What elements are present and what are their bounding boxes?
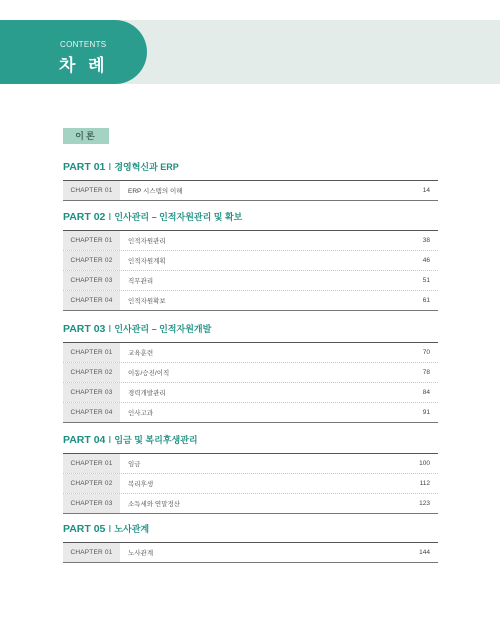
- part-number: PART 04: [63, 434, 106, 446]
- page-number: 38: [422, 237, 430, 244]
- chapter-list: [63, 180, 438, 201]
- part-number: PART 01: [63, 161, 106, 173]
- chapter-title: 복리후생: [128, 481, 154, 488]
- part-separator: I: [108, 211, 112, 223]
- chapter-row[interactable]: [63, 291, 438, 311]
- chapter-label: CHAPTER 02: [63, 363, 120, 382]
- page-number: 91: [422, 409, 430, 416]
- page-title: 차 례: [59, 56, 109, 75]
- part-title[interactable]: [63, 322, 438, 337]
- part-section: [63, 522, 438, 563]
- chapter-title: 임금: [128, 461, 141, 468]
- chapter-row[interactable]: [63, 181, 438, 201]
- page-number: 70: [422, 349, 430, 356]
- chapter-label: CHAPTER 01: [63, 454, 120, 473]
- chapter-title: 인적자원관리: [128, 238, 166, 245]
- chapter-label: CHAPTER 02: [63, 251, 120, 270]
- section-badge: 이론: [63, 128, 109, 144]
- part-separator: I: [108, 161, 112, 173]
- page-number: 14: [422, 187, 430, 194]
- part-number: PART 05: [63, 523, 106, 535]
- page-number: 123: [419, 500, 430, 507]
- chapter-title: 인적자원확보: [128, 298, 166, 305]
- part-separator: I: [108, 434, 112, 446]
- part-number: PART 02: [63, 211, 106, 223]
- chapter-title: ERP 시스템의 이해: [128, 188, 183, 195]
- chapter-label: CHAPTER 01: [63, 543, 120, 562]
- part-name: 인사관리 – 인적자원관리 및 확보: [114, 212, 243, 222]
- chapter-row[interactable]: [63, 271, 438, 291]
- page-number: 51: [422, 277, 430, 284]
- chapter-label: CHAPTER 03: [63, 271, 120, 290]
- part-section: [63, 160, 438, 201]
- chapter-row[interactable]: [63, 454, 438, 474]
- part-title[interactable]: [63, 522, 438, 537]
- page-number: 84: [422, 389, 430, 396]
- part-separator: I: [108, 523, 112, 535]
- part-section: [63, 322, 438, 423]
- part-name: 임금 및 복리후생관리: [114, 435, 198, 445]
- page-number: 61: [422, 297, 430, 304]
- page-number: 144: [419, 549, 430, 556]
- chapter-row[interactable]: [63, 383, 438, 403]
- chapter-row[interactable]: [63, 494, 438, 514]
- chapter-label: CHAPTER 01: [63, 181, 120, 200]
- page-number: 78: [422, 369, 430, 376]
- contents-label: CONTENTS: [60, 40, 107, 49]
- page-number: 112: [419, 480, 430, 487]
- chapter-list: [63, 342, 438, 423]
- part-title[interactable]: [63, 160, 438, 175]
- chapter-row[interactable]: [63, 403, 438, 423]
- chapter-title: 인사고과: [128, 410, 154, 417]
- chapter-row[interactable]: [63, 474, 438, 494]
- chapter-list: [63, 453, 438, 514]
- chapter-list: [63, 230, 438, 311]
- part-number: PART 03: [63, 323, 106, 335]
- chapter-title: 교육훈련: [128, 350, 154, 357]
- part-name: 인사관리 – 인적자원개발: [114, 324, 212, 334]
- part-name: 노사관계: [114, 524, 150, 534]
- chapter-title: 소득세와 연말정산: [128, 501, 181, 508]
- chapter-title: 인적자원계획: [128, 258, 166, 265]
- chapter-row[interactable]: [63, 231, 438, 251]
- chapter-label: CHAPTER 03: [63, 494, 120, 513]
- chapter-title: 직무관리: [128, 278, 154, 285]
- part-title[interactable]: [63, 210, 438, 225]
- chapter-label: CHAPTER 01: [63, 343, 120, 362]
- page-number: 100: [419, 460, 430, 467]
- chapter-label: CHAPTER 02: [63, 474, 120, 493]
- chapter-label: CHAPTER 03: [63, 383, 120, 402]
- chapter-label: CHAPTER 01: [63, 231, 120, 250]
- part-section: [63, 210, 438, 311]
- part-name: 경영혁신과 ERP: [114, 162, 179, 172]
- chapter-list: [63, 542, 438, 563]
- part-section: [63, 433, 438, 514]
- chapter-row[interactable]: [63, 363, 438, 383]
- chapter-row[interactable]: [63, 251, 438, 271]
- chapter-row[interactable]: [63, 543, 438, 563]
- page-number: 46: [422, 257, 430, 264]
- chapter-label: CHAPTER 04: [63, 291, 120, 310]
- chapter-title: 경력개발관리: [128, 390, 166, 397]
- chapter-title: 노사관계: [128, 550, 154, 557]
- chapter-label: CHAPTER 04: [63, 403, 120, 422]
- chapter-row[interactable]: [63, 343, 438, 363]
- part-separator: I: [108, 323, 112, 335]
- chapter-title: 이동/승진/이직: [128, 370, 170, 377]
- part-title[interactable]: [63, 433, 438, 448]
